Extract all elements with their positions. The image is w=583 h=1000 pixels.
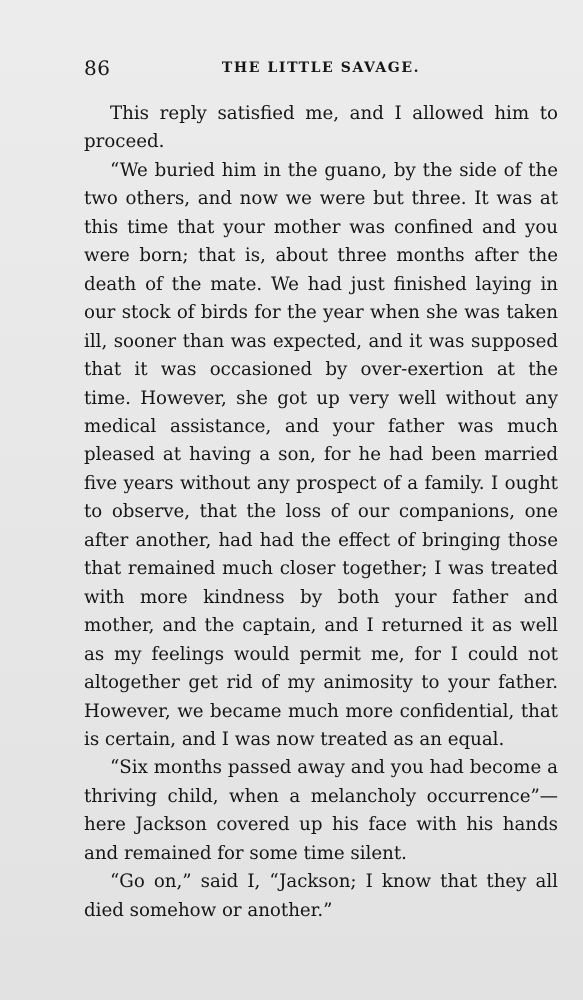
paragraph-1: This reply satisfied me, and I allowed him to proceed.: [84, 103, 558, 153]
paragraph-3: “Six months passed away and you had become a thriving child, when a melancholy occurrence”—here Jackson covered up his face with his hands and remained for some time silent.: [84, 757, 558, 864]
paragraph-4: “Go on,” said I, “Jackson; I know that they all died somehow or another.”: [84, 871, 558, 921]
paragraph-2: “We buried him in the guano, by the side of the two others, and now we were but three. It was at this time that your mother was confined and you were born; that is, about three months after the death of the mate. We had just finished laying in our stock of birds for the year when she was taken ill, sooner than was expected, and it was supposed that it was occasioned by over-exertion at the time. However, she got up very well without any medical assistance, and your father was much pleased at having a son, for he had been married five years without any prospect of a family. I ought to observe, that the loss of our companions, one after another, had had the effect of bringing those that remained much closer together; I was treated with more kindness by both your father and mother, and the captain, and I returned it as well as my feelings would permit me, for I could not altogether get rid of my animosity to your father. However, we became much more confidential, that is certain, and I was now treated as an equal.: [84, 159, 558, 750]
running-head: [84, 56, 558, 80]
body-text: [84, 100, 558, 925]
running-title: THE LITTLE SAVAGE.: [221, 60, 421, 76]
page-number: 86: [84, 56, 111, 80]
